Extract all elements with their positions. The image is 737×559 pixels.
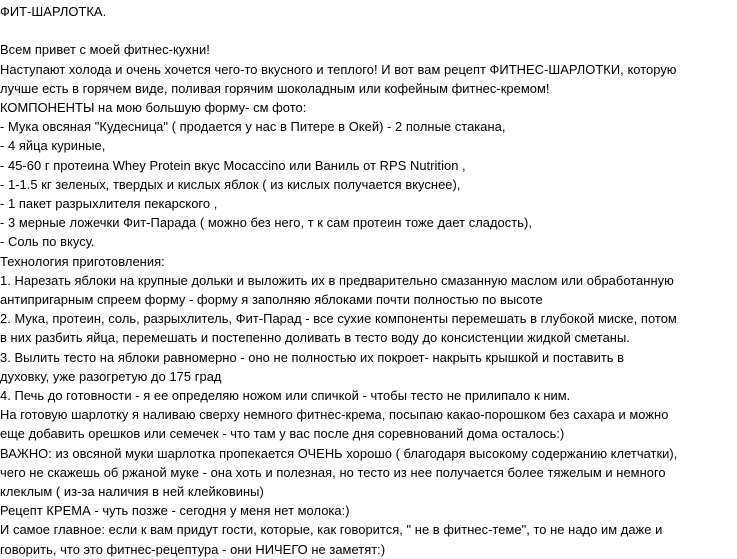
- step-line: антипригарным спреем форму - форму я заполняю яблоками почти полностью по высоте: [0, 292, 543, 308]
- step-line: 4. Печь до готовности - я ее определяю ножом или спичкой - чтобы тесто не прилипало к ним.: [0, 388, 571, 404]
- ingredient-line: - Мука овсяная "Кудесница" ( продается у нас в Питере в Окей) - 2 полные стакана,: [0, 119, 506, 135]
- text-line: лучше есть в горячем виде, поливая горячим шоколадным или кофейным фитнес-кремом!: [0, 80, 550, 96]
- text-line: клеклым ( из-за наличия в ней клейковины): [0, 484, 264, 500]
- text-line: И самое главное: если к вам придут гости, которые, как говорится, " не в фитнес-теме", то не надо им даже и: [0, 522, 663, 538]
- ingredient-line: - 3 мерные ложечки Фит-Парада ( можно без него, т к сам протеин тоже дает сладость),: [0, 215, 532, 231]
- text-line: Технология приготовления:: [0, 253, 165, 269]
- step-line: в них разбить яйца, перемешать и постепенно доливать в тесто воду до консистенции жидкой сметаны.: [0, 330, 630, 346]
- step-line: 3. Вылить тесто на яблоки равномерно - оно не полностью их покроет- накрыть крышкой и поставить в: [0, 349, 625, 365]
- text-line: Всем привет с моей фитнес-кухни!: [0, 42, 210, 58]
- step-line: 2. Мука, протеин, соль, разрыхлитель, Фит-Парад - все сухие компоненты перемешать в глубокой миске, потом: [0, 311, 677, 327]
- ingredient-line: - 1-1.5 кг зеленых, твердых и кислых яблок ( из кислых получается вкуснее),: [0, 176, 461, 192]
- text-line: Наступают холода и очень хочется чего-то вкусного и теплого! И вот вам рецепт ФИТНЕС-ШАРЛОТКИ, которую: [0, 61, 677, 77]
- ingredient-line: - 45-60 г протеина Whey Protein вкус Mocaccino или Ваниль от RPS Nutrition ,: [0, 157, 466, 173]
- step-line: духовку, уже разогретую до 175 град: [0, 368, 222, 384]
- text-line: КОМПОНЕНТЫ на мою большую форму- см фото:: [0, 100, 307, 115]
- text-line: ВАЖНО: из овсяной муки шарлотка пропекается ОЧЕНЬ хорошо ( благодаря высокому содержанию клетчатки),: [0, 445, 678, 461]
- text-line: еще добавить орешков или семечек - что там у вас после дня соревнований дома осталось:): [0, 426, 565, 442]
- text-line: На готовую шарлотку я наливаю сверху немного фитнес-крема, посыпаю какао-порошком без сахара и можно: [0, 407, 669, 423]
- post-title: ФИТ-ШАРЛОТКА.: [0, 4, 107, 19]
- blank-line: [0, 21, 737, 40]
- ingredient-line: - Соль по вкусу.: [0, 234, 95, 250]
- text-line: Рецепт КРЕМА - чуть позже - сегодня у меня нет молока:): [0, 503, 350, 519]
- step-line: 1. Нарезать яблоки на крупные дольки и выложить их в предварительно смазанную маслом или обработанную: [0, 272, 674, 288]
- ingredient-line: - 1 пакет разрыхлителя пекарского ,: [0, 196, 218, 212]
- ingredient-line: - 4 яйца куриные,: [0, 138, 106, 154]
- text-line: чего не скажешь об ржаной муке - она хоть и полезная, но тесто из нее получается более тяжелым и немного: [0, 464, 666, 480]
- text-line: говорить, что это фитнес-рецептура - они НИЧЕГО не заметят:): [0, 541, 386, 557]
